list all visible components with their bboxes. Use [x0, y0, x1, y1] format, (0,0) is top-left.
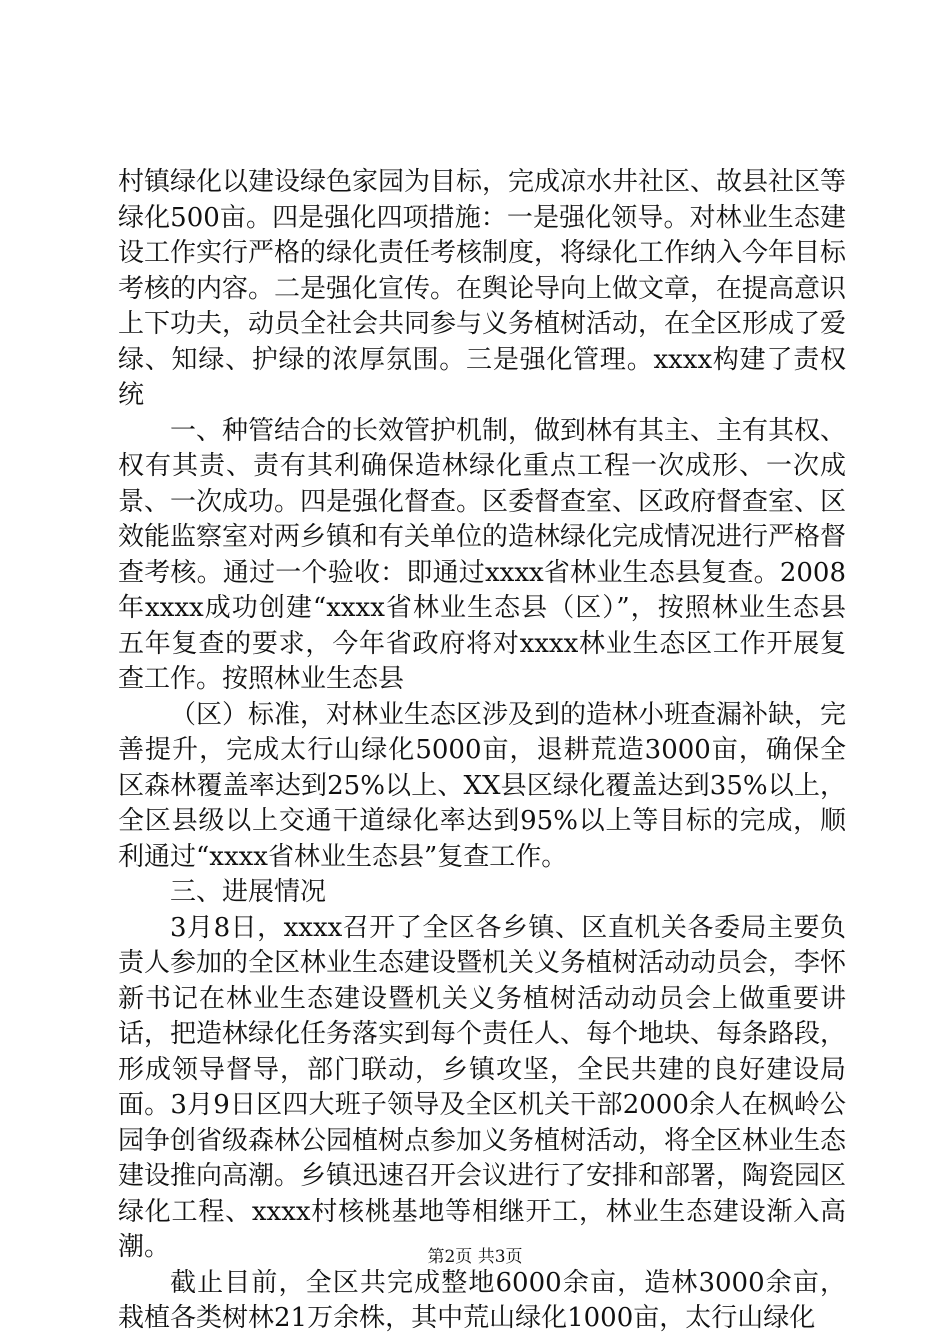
paragraph-village-greening: 村镇绿化以建设绿色家园为目标，完成凉水井社区、故县社区等绿化500亩。四是强化四项措施：一是强化领导。对林业生态建设工作实行严格的绿化责任考核制度，将绿化工作纳入今年目标考核的内容。二是强化宣传。在舆论导向上做文章，在提高意识上下功夫，动员全社会共同参与义务植树活动，在全区形成了爱绿、知绿、护绿的浓厚氛围。三是强化管理。xxxx构建了责权统 — [118, 167, 847, 410]
paragraph-review-standards: （区）标准，对林业生态区涉及到的造林小班查漏补缺，完善提升，完成太行山绿化5000亩，退耕荒造3000亩，确保全区森林覆盖率达到25%以上、XX县区绿化覆盖达到35%以上，全区县级以上交通干道绿化率达到95%以上等目标的完成，顺利通过“xxxx省林业生态县”复查工作。 — [118, 699, 847, 872]
page-number-footer: 第2页 共3页 — [427, 1247, 523, 1267]
document-body — [118, 165, 846, 1337]
section-heading-progress: 三、进展情况 — [170, 877, 327, 907]
paragraph-progress-mobilization: 3月8日，xxxx召开了全区各乡镇、区直机关各委局主要负责人参加的全区林业生态建设暨机关义务植树活动动员会，李怀新书记在林业生态建设暨机关义务植树活动动员会上做重要讲话，把造林绿化任务落实到每个责任人、每个地块、每条路段，形成领导督导，部门联动，乡镇攻坚，全民共建的良好建设局面。3月9日区四大班子领导及全区机关干部2000余人在枫岭公园争创省级森林公园植树点参加义务植树活动，将全区林业生态建设推向高潮。乡镇迅速召开会议进行了安排和部署，陶瓷园区绿化工程、xxxx村核桃基地等相继开工，林业生态建设渐入高潮。 — [118, 912, 847, 1262]
paragraph-management-mechanism: 一、种管结合的长效管护机制，做到林有其主、主有其权、权有其责、责有其利确保造林绿化重点工程一次成形、一次成景、一次成功。四是强化督查。区委督查室、区政府督查室、区效能监察室对两乡镇和有关单位的造林绿化完成情况进行严格督查考核。通过一个验收：即通过xxxx省林业生态县复查。2008年xxxx成功创建“xxxx省林业生态县（区）”，按照林业生态县五年复查的要求，今年省政府将对xxxx林业生态区工作开展复查工作。按照林业生态县 — [118, 415, 847, 694]
paragraph-progress-totals: 截止目前，全区共完成整地6000余亩，造林3000余亩，栽植各类树林21万余株，其中荒山绿化1000亩，太行山绿化 — [118, 1267, 846, 1333]
